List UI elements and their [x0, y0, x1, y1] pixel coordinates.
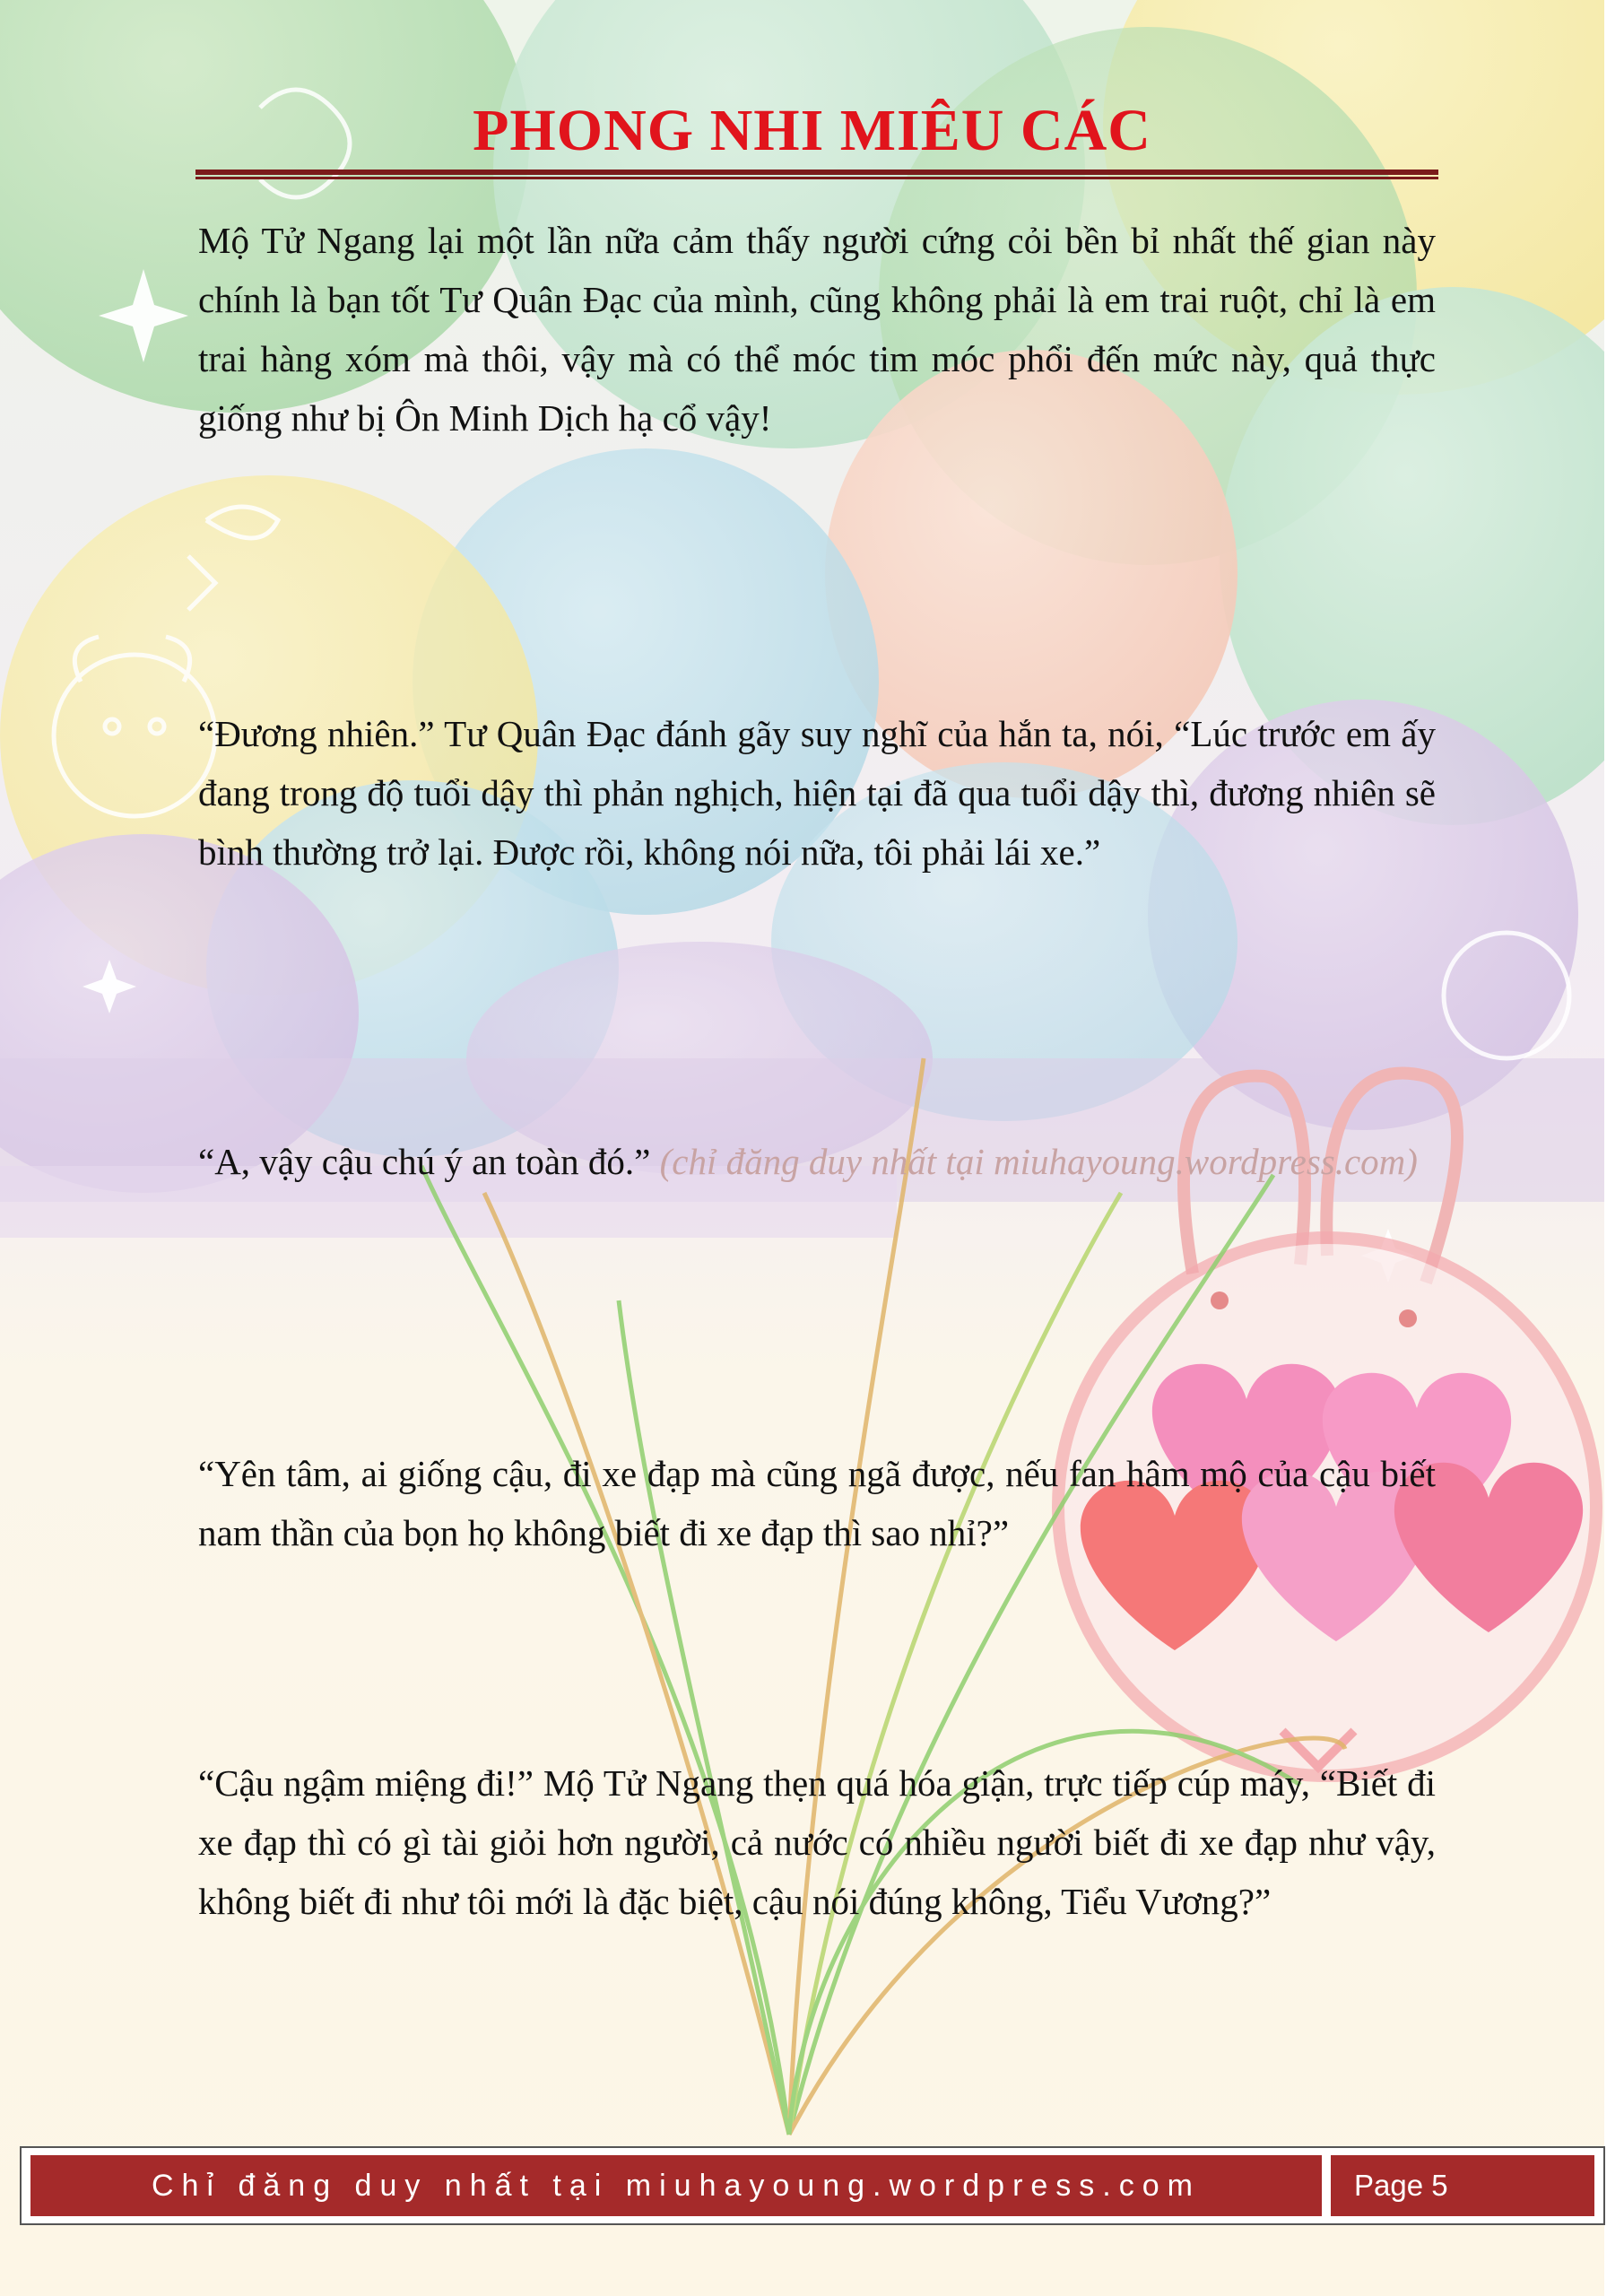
- title-divider: [195, 170, 1438, 180]
- paragraph-3: [198, 1132, 1436, 1191]
- paragraph-5: “Cậu ngậm miệng đi!” Mộ Tử Ngang thẹn quá hóa giận, trực tiếp cúp máy, “Biết đi xe đạp thì có gì tài giỏi hơn người, cả nước có nhiều người biết đi xe đạp như vậy, không biết đi như tôi mới là đặc biệt, cậu nói đúng không, Tiểu Vương?”: [198, 1762, 1436, 1922]
- page-edge: [1604, 0, 1624, 2296]
- footer-site-notice: Chỉ đăng duy nhất tại miuhayoung.wordpress.com: [30, 2155, 1322, 2216]
- page-number: Page 5: [1331, 2155, 1594, 2216]
- paragraph-4: “Yên tâm, ai giống cậu, đi xe đạp mà cũng ngã được, nếu fan hâm mộ của cậu biết nam thần của bọn họ không biết đi xe đạp thì sao nhỉ?”: [198, 1453, 1436, 1553]
- paragraph-2: “Đương nhiên.” Tư Quân Đạc đánh gãy suy nghĩ của hắn ta, nói, “Lúc trước em ấy đang trong độ tuổi dậy thì phản nghịch, hiện tại đã qua tuổi dậy thì, đương nhiên sẽ bình thường trở lại. Được rồi, không nói nữa, tôi phải lái xe.”: [198, 713, 1436, 873]
- page-footer: [20, 2146, 1605, 2225]
- page-title: PHONG NHI MIÊU CÁC: [473, 98, 1151, 163]
- paragraph-3-text: “A, vậy cậu chú ý an toàn đó.”: [198, 1141, 651, 1182]
- title-divider-thick: [195, 170, 1438, 175]
- title-divider-thin: [195, 177, 1438, 179]
- watermark-text: (chỉ đăng duy nhất tại miuhayoung.wordpress.com): [659, 1141, 1418, 1182]
- paragraph-1: Mộ Tử Ngang lại một lần nữa cảm thấy người cứng cỏi bền bỉ nhất thế gian này chính là bạn tốt Tư Quân Đạc của mình, cũng không phải là em trai ruột, chỉ là em trai hàng xóm mà thôi, vậy mà có thể móc tim móc phổi đến mức này, quả thực giống như bị Ôn Minh Dịch hạ cổ vậy!: [198, 220, 1436, 439]
